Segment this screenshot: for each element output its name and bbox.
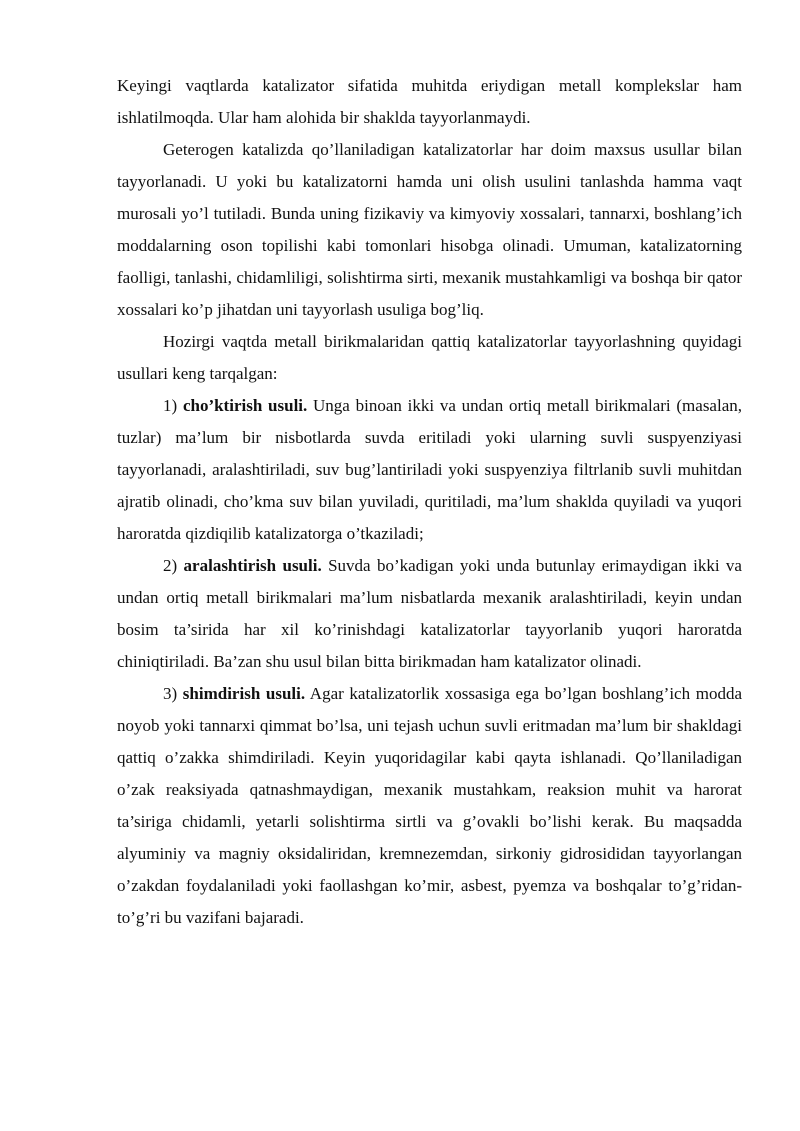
paragraph-intro: Keyingi vaqtlarda katalizator sifatida muhitda eriydigan metall komplekslar ham ishlatilmoqda. Ular ham alohida bir shaklda tayyorlanmaydi. (117, 76, 742, 127)
method-item-2 (117, 550, 742, 678)
method-number: 3) (163, 684, 183, 703)
method-title: shimdirish usuli. (182, 684, 306, 703)
method-text: Agar katalizatorlik xossasiga ega bo’lgan boshlang’ich modda noyob yoki tannarxi qimmat bo’lsa, uni tejash uchun suvli eritmadan ma’lum bir shakldagi qattiq o’zakka shimdiriladi. Keyin yuqoridagilar kabi qayta ishlanadi. Qo’llaniladigan o’zak reaksiyada qatnashmaydigan, mexanik mustahkam, reaksion muhit va harorat ta’siriga chidamli, yetarli solishtirma sirtli va g’ovakli bo’lishi kerak. Bu maqsadda alyuminiy va magniy oksidaliridan, kremnezemdan, sirkoniy gidrosididan tayyorlangan o’zakdan foydalaniladi yoki faollashgan ko’mir, asbest, pyemza va boshqalar to’g’ridan-to’g’ri bu vazifani bajaradi. (117, 684, 742, 927)
method-text: Unga binoan ikki va undan ortiq metall birikmalari (masalan, tuzlar) ma’lum bir nisbotlarda suvda eritiladi yoki ularning suvli suspyenziyasi tayyorlanadi, aralashtiriladi, suv bug’lantiriladi yoki suspyenziya filtrlanib suvli muhitdan ajratib olinadi, cho’kma suv bilan yuviladi, quritiladi, ma’lum shaklda quyiladi va yuqori haroratda qizdiqilib katalizatorga o’tkaziladi; (117, 396, 743, 543)
paragraph-heterogeneous-catalysis: Geterogen katalizda qo’llaniladigan katalizatorlar har doim maxsus usullar bilan tayyorlanadi. U yoki bu katalizatorni hamda uni olish usulini tanlashda hamma vaqt murosali yo’l tutiladi. Bunda uning fizikaviy va kimyoviy xossalari, tannarxi, boshlang’ich moddalarning oson topilishi kabi tomonlari hisobga olinadi. Umuman, katalizatorning faolligi, tanlashi, chidamliligi, solishtirma sirti, mexanik mustahkamligi va boshqa bir qator xossalari ko’p jihatdan uni tayyorlash usuliga bog’liq. (117, 140, 742, 319)
document-page (117, 70, 742, 934)
method-number: 1) (163, 396, 183, 415)
method-item-1 (117, 390, 742, 550)
method-text: Suvda bo’kadigan yoki unda butunlay erimaydigan ikki va undan ortiq metall birikmalari ma’lum nisbatlarda mexanik aralashtiriladi, keyin undan bosim ta’sirida har xil ko’rinishdagi katalizatorlar tayyorlanib yuqori haroratda chiniqtiriladi. Ba’zan shu usul bilan bitta birikmadan ham katalizator olinadi. (117, 556, 742, 671)
method-item-3 (117, 678, 742, 934)
paragraph-methods-intro: Hozirgi vaqtda metall birikmalaridan qattiq katalizatorlar tayyorlashning quyidagi usullari keng tarqalgan: (117, 332, 742, 383)
method-title: cho’ktirish usuli. (182, 396, 308, 415)
method-number: 2) (163, 556, 184, 575)
method-title: aralashtirish usuli. (183, 556, 322, 575)
